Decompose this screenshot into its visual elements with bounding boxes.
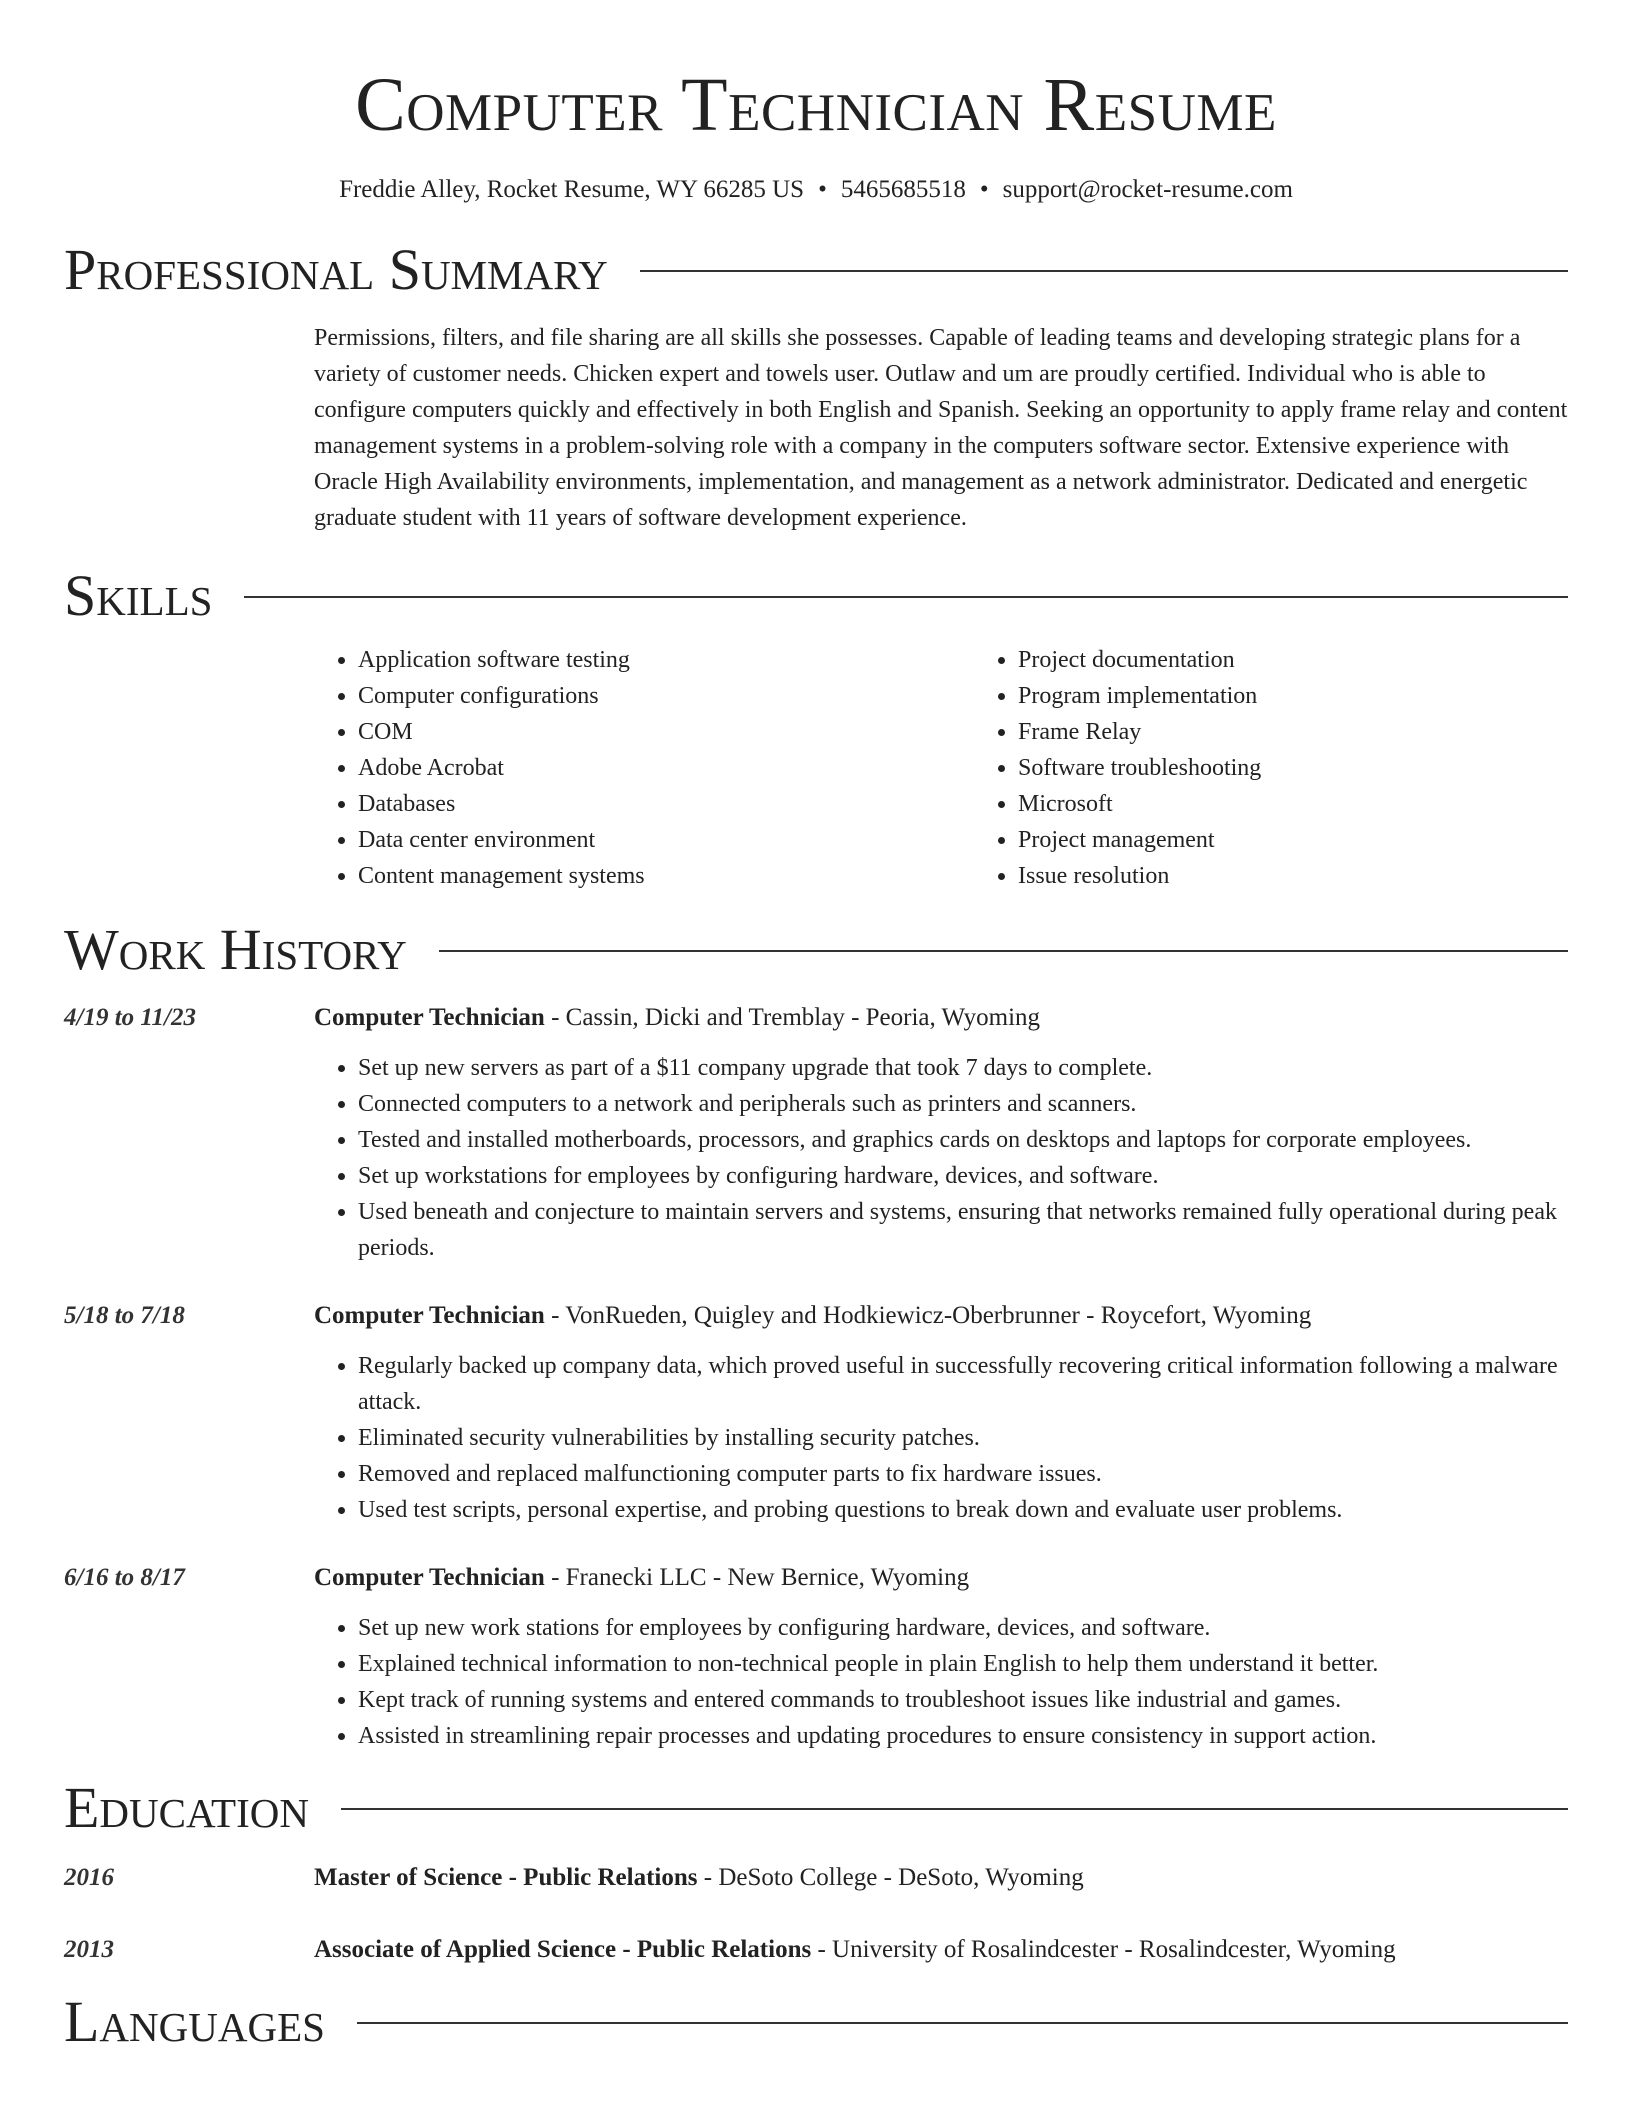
education-heading: Education xyxy=(64,1775,309,1840)
skills-heading: Skills xyxy=(64,563,213,628)
education-degree: Master of Science - Public Relations xyxy=(314,1864,698,1891)
section-divider xyxy=(244,596,1568,598)
work-bullet: • Assisted in streamlining repair processes and updating procedures to ensure consistency in support action. xyxy=(358,1718,1568,1754)
contact-address: Freddie Alley, Rocket Resume, WY 66285 US xyxy=(339,176,805,203)
skill-item: • Application software testing xyxy=(358,642,974,678)
education-year: 2013 xyxy=(64,1936,114,1963)
work-bullet: • Used test scripts, personal expertise, and probing questions to break down and evaluate user problems. xyxy=(358,1492,1568,1528)
work-entry xyxy=(64,1000,1568,1266)
work-bullet: • Regularly backed up company data, which proved useful in successfully recovering critical information following a malware attack. xyxy=(358,1348,1568,1420)
section-divider xyxy=(640,270,1568,272)
skills-list-left xyxy=(314,642,974,894)
work-bullet: • Set up new servers as part of a $11 company upgrade that took 7 days to complete. xyxy=(358,1050,1568,1086)
skill-item: • Microsoft xyxy=(1018,786,1632,822)
work-bullet: • Eliminated security vulnerabilities by installing security patches. xyxy=(358,1420,1568,1456)
work-dates: 4/19 to 11/23 xyxy=(64,1004,196,1031)
skills-row xyxy=(64,642,1568,894)
work-bullet: • Used beneath and conjecture to maintain servers and systems, ensuring that networks remained fully operational during peak periods. xyxy=(358,1194,1568,1266)
work-employer: - VonRueden, Quigley and Hodkiewicz-Oberbrunner - Roycefort, Wyoming xyxy=(544,1302,1312,1329)
work-bullet: • Tested and installed motherboards, processors, and graphics cards on desktops and laptops for corporate employees. xyxy=(358,1122,1568,1158)
contact-phone: 5465685518 xyxy=(840,176,966,203)
work-heading: Work History xyxy=(64,917,407,982)
summary-text: Permissions, filters, and file sharing are all skills she possesses. Capable of leading teams and developing strategic plans for a variety of customer needs. Chicken expert and towels user. Outlaw and um are proudly certified. Individual who is able to configure computers quickly and effectively in both English and Spanish. Seeking an opportunity to apply frame relay and content management systems in a problem-solving role with a company in the computers software sector. Extensive experience with Oracle High Availability environments, implementation, and management as a network administrator. Dedicated and energetic graduate student with 11 years of software development experience. xyxy=(314,325,1568,531)
skill-item: • COM xyxy=(358,714,974,750)
skills-list-right xyxy=(974,642,1632,894)
skill-item: • Project management xyxy=(1018,822,1632,858)
contact-separator: • xyxy=(818,176,827,203)
summary-row xyxy=(64,320,1568,536)
skill-item: • Databases xyxy=(358,786,974,822)
education-entry xyxy=(64,1860,1568,1896)
work-dates: 5/18 to 7/18 xyxy=(64,1302,185,1329)
education-detail xyxy=(314,1932,1568,1968)
work-entry xyxy=(64,1560,1568,1754)
work-title xyxy=(314,1298,1568,1334)
work-bullet: • Set up new work stations for employees by configuring hardware, devices, and software. xyxy=(358,1610,1568,1646)
skill-item: • Frame Relay xyxy=(1018,714,1632,750)
work-bullets xyxy=(314,1348,1568,1528)
work-dates: 6/16 to 8/17 xyxy=(64,1564,185,1591)
work-entry xyxy=(64,1298,1568,1528)
skill-item: • Issue resolution xyxy=(1018,858,1632,894)
skill-item: • Data center environment xyxy=(358,822,974,858)
skills-columns xyxy=(314,642,1632,894)
education-entry xyxy=(64,1932,1568,1968)
skill-item: • Program implementation xyxy=(1018,678,1632,714)
summary-heading: Professional Summary xyxy=(64,237,608,302)
work-employer: - Cassin, Dicki and Tremblay - Peoria, Wyoming xyxy=(544,1004,1041,1031)
summary-section-header xyxy=(64,238,1568,302)
work-role: Computer Technician xyxy=(314,1564,545,1591)
education-section-header xyxy=(64,1776,1568,1840)
contact-separator: • xyxy=(979,176,989,203)
skills-spacer xyxy=(64,642,314,894)
education-degree: Associate of Applied Science - Public Relations xyxy=(314,1936,812,1963)
contact-line xyxy=(64,174,1568,206)
work-employer: - Franecki LLC - New Bernice, Wyoming xyxy=(544,1564,970,1591)
work-title xyxy=(314,1560,1568,1596)
work-bullet: • Set up workstations for employees by configuring hardware, devices, and software. xyxy=(358,1158,1568,1194)
work-bullet: • Removed and replaced malfunctioning computer parts to fix hardware issues. xyxy=(358,1456,1568,1492)
education-detail xyxy=(314,1860,1568,1896)
skill-item: • Computer configurations xyxy=(358,678,974,714)
section-divider xyxy=(341,1808,1568,1810)
contact-email: support@rocket-resume.com xyxy=(1002,176,1293,203)
languages-heading: Languages xyxy=(64,1989,325,2054)
education-school: - DeSoto College - DeSoto, Wyoming xyxy=(697,1864,1084,1891)
skill-item: • Content management systems xyxy=(358,858,974,894)
work-role: Computer Technician xyxy=(314,1004,545,1031)
work-bullets xyxy=(314,1050,1568,1266)
section-divider xyxy=(357,2022,1568,2024)
skill-item: • Project documentation xyxy=(1018,642,1632,678)
work-bullets xyxy=(314,1610,1568,1754)
work-bullet: • Explained technical information to non-technical people in plain English to help them understand it better. xyxy=(358,1646,1568,1682)
work-section-header xyxy=(64,918,1568,982)
section-divider xyxy=(439,950,1568,952)
skill-item: • Software troubleshooting xyxy=(1018,750,1632,786)
work-role: Computer Technician xyxy=(314,1302,545,1329)
work-bullet: • Connected computers to a network and peripherals such as printers and scanners. xyxy=(358,1086,1568,1122)
languages-section-header xyxy=(64,1990,1568,2054)
education-school: - University of Rosalindcester - Rosalindcester, Wyoming xyxy=(811,1936,1396,1963)
work-bullet: • Kept track of running systems and entered commands to troubleshoot issues like industrial and games. xyxy=(358,1682,1568,1718)
education-year: 2016 xyxy=(64,1864,114,1891)
skills-section-header xyxy=(64,564,1568,628)
summary-spacer xyxy=(64,320,314,536)
skill-item: • Adobe Acrobat xyxy=(358,750,974,786)
page-title: Computer Technician Resume xyxy=(355,63,1277,147)
work-title xyxy=(314,1000,1568,1036)
